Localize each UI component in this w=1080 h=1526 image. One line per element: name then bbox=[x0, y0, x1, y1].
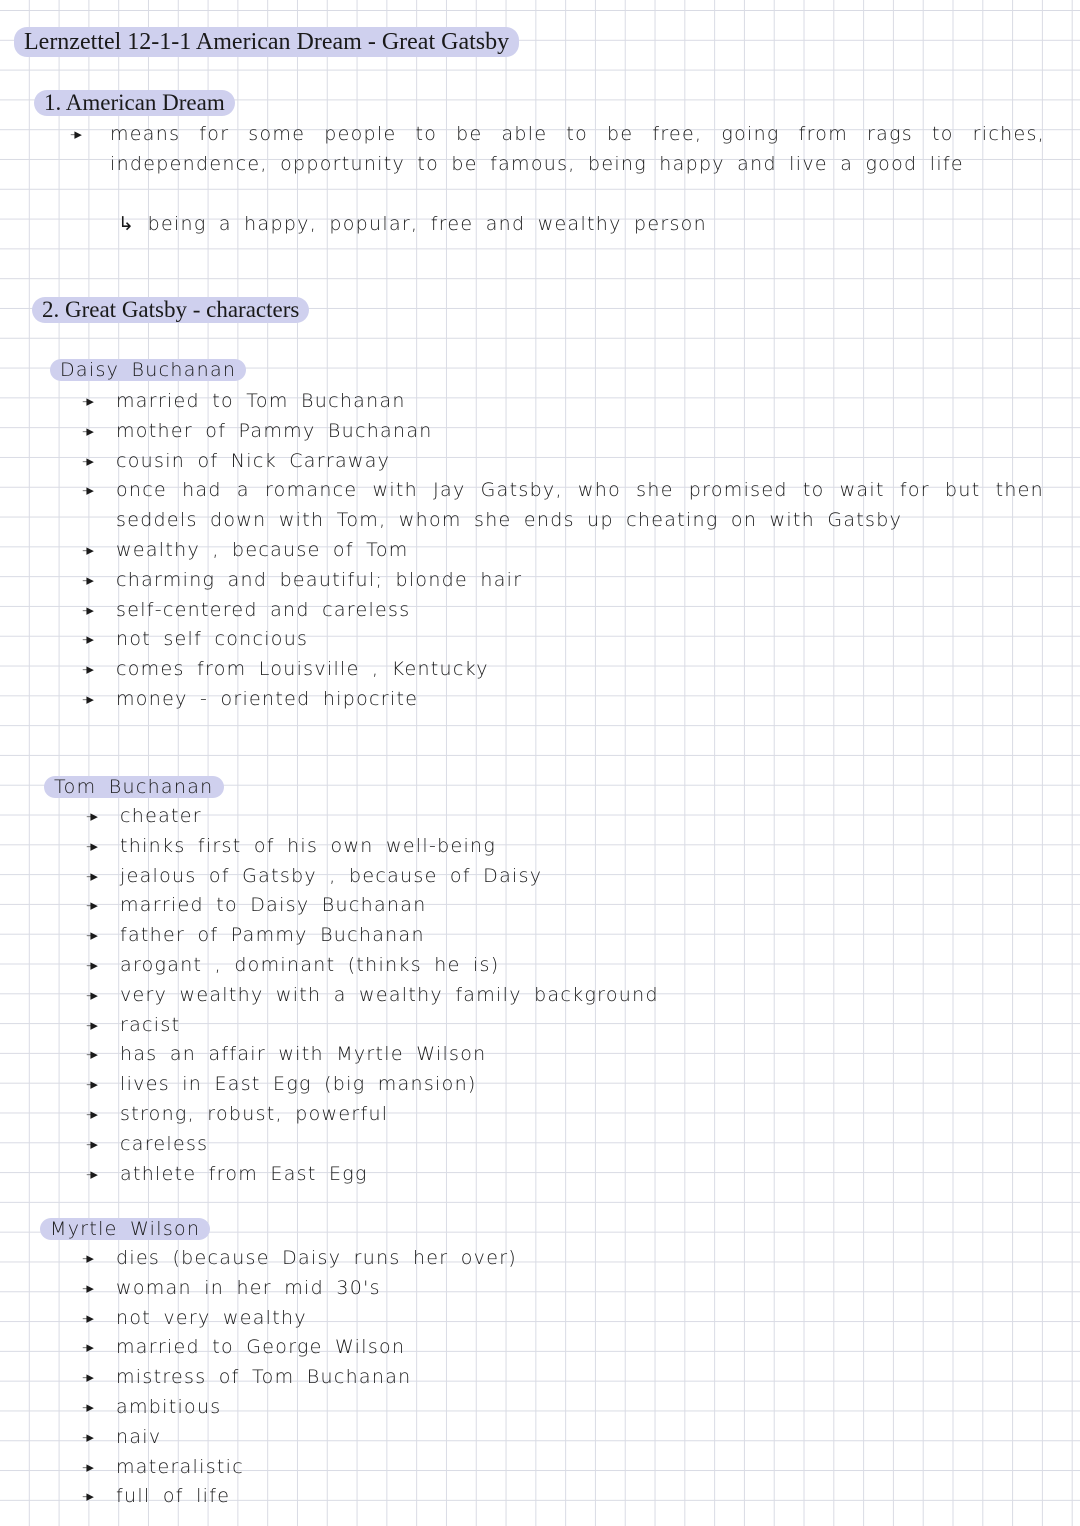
american-dream-definition bbox=[70, 120, 1045, 180]
page-title: Lernzettel 12-1-1 American Dream - Great Gatsby bbox=[14, 27, 519, 57]
list-item: -▸ naiv bbox=[82, 1423, 982, 1453]
arrow-icon: -▸ bbox=[86, 1045, 97, 1064]
character-heading-tom: Tom Buchanan bbox=[44, 776, 224, 798]
list-item: -▸ jealous of Gatsby , because of Daisy bbox=[86, 862, 986, 892]
arrow-icon: -▸ bbox=[82, 1397, 93, 1416]
arrow-icon: -▸ bbox=[86, 1134, 97, 1153]
arrow-icon: -▸ bbox=[82, 689, 93, 708]
list-item: -▸ ambitious bbox=[82, 1393, 982, 1423]
definition-text: means for some people to be able to be free, going from rags to riches, independence, opportunity to be famous, being happy and live a good life bbox=[110, 123, 1045, 175]
list-item: -▸ thinks first of his own well-being bbox=[86, 832, 986, 862]
arrow-icon: -▸ bbox=[86, 1164, 97, 1183]
arrow-icon: -▸ bbox=[86, 896, 97, 915]
list-item: -▸ materalistic bbox=[82, 1453, 982, 1483]
character-heading-daisy: Daisy Buchanan bbox=[50, 359, 246, 381]
arrow-icon: -▸ bbox=[82, 421, 93, 440]
arrow-icon: -▸ bbox=[86, 1075, 97, 1094]
arrow-icon: -▸ bbox=[86, 955, 97, 974]
arrow-icon: -▸ bbox=[86, 926, 97, 945]
section-heading-characters: 2. Great Gatsby - characters bbox=[32, 297, 309, 323]
arrow-icon: -▸ bbox=[82, 1249, 93, 1267]
list-item: -▸ comes from Louisville , Kentucky bbox=[82, 655, 1044, 685]
arrow-icon: -▸ bbox=[82, 1487, 93, 1506]
list-item: -▸ father of Pammy Buchanan bbox=[86, 921, 986, 951]
list-item: -▸ full of life bbox=[82, 1482, 982, 1512]
character-heading-myrtle: Myrtle Wilson bbox=[40, 1218, 210, 1240]
tom-traits-list bbox=[86, 802, 986, 1189]
list-item: -▸ racist bbox=[86, 1011, 986, 1041]
list-item: -▸ woman in her mid 30's bbox=[82, 1274, 982, 1304]
list-item: -▸ has an affair with Myrtle Wilson bbox=[86, 1040, 986, 1070]
list-item: -▸ cousin of Nick Carraway bbox=[82, 447, 1044, 477]
arrow-icon: -▸ bbox=[86, 836, 97, 855]
arrow-icon: -▸ bbox=[82, 392, 93, 410]
list-item: -▸ mistress of Tom Buchanan bbox=[82, 1363, 982, 1393]
list-item: -▸ arogant , dominant (thinks he is) bbox=[86, 951, 986, 981]
list-item: -▸ not very wealthy bbox=[82, 1304, 982, 1334]
list-item: -▸ careless bbox=[86, 1130, 986, 1160]
arrow-icon: -▸ bbox=[82, 481, 93, 500]
list-item: -▸ wealthy , because of Tom bbox=[82, 536, 1044, 566]
arrow-icon: -▸ bbox=[82, 1427, 93, 1446]
arrow-icon: -▸ bbox=[82, 1338, 93, 1357]
arrow-icon: -▸ bbox=[82, 540, 93, 559]
summary-text: being a happy, popular, free and wealthy person bbox=[147, 213, 707, 235]
list-item: -▸ athlete from East Egg bbox=[86, 1160, 986, 1190]
myrtle-traits-list bbox=[82, 1244, 982, 1512]
list-item: -▸ once had a romance with Jay Gatsby, who she promised to wait for but then seddels down with Tom, whom she ends up cheating on with Gatsby bbox=[82, 476, 1044, 536]
list-item: -▸ married to Daisy Buchanan bbox=[86, 891, 986, 921]
arrow-icon: -▸ bbox=[82, 630, 93, 649]
arrow-icon: -▸ bbox=[86, 866, 97, 885]
arrow-icon: -▸ bbox=[82, 1308, 93, 1327]
section-heading-american-dream: 1. American Dream bbox=[34, 90, 235, 116]
list-item: -▸ cheater bbox=[86, 802, 986, 832]
list-item: -▸ self-centered and careless bbox=[82, 596, 1044, 626]
list-item: -▸ charming and beautiful; blonde hair bbox=[82, 566, 1044, 596]
list-item: -▸ married to Tom Buchanan bbox=[82, 387, 1044, 417]
list-item: -▸ married to George Wilson bbox=[82, 1333, 982, 1363]
arrow-icon: -▸ bbox=[86, 985, 97, 1004]
list-item: -▸ very wealthy with a wealthy family background bbox=[86, 981, 986, 1011]
list-item: -▸ strong, robust, powerful bbox=[86, 1100, 986, 1130]
arrow-icon: -▸ bbox=[82, 570, 93, 589]
list-item: -▸ lives in East Egg (big mansion) bbox=[86, 1070, 986, 1100]
arrow-icon: -▸ bbox=[82, 1457, 93, 1476]
arrow-icon: -▸ bbox=[82, 451, 93, 470]
arrow-icon: -▸ bbox=[86, 807, 97, 825]
american-dream-summary bbox=[118, 210, 707, 240]
daisy-traits-list bbox=[82, 387, 1044, 715]
arrow-icon: -▸ bbox=[82, 1278, 93, 1297]
arrow-icon: -▸ bbox=[82, 600, 93, 619]
arrow-icon: -▸ bbox=[82, 1368, 93, 1387]
list-item: -▸ dies (because Daisy runs her over) bbox=[82, 1244, 982, 1274]
sub-arrow-icon: ↳ bbox=[118, 213, 136, 235]
arrow-icon: -▸ bbox=[86, 1104, 97, 1123]
arrow-icon: -▸ bbox=[86, 1015, 97, 1034]
arrow-icon: -▸ bbox=[70, 125, 81, 143]
list-item: -▸ money - oriented hipocrite bbox=[82, 685, 1044, 715]
list-item: -▸ not self concious bbox=[82, 625, 1044, 655]
arrow-icon: -▸ bbox=[82, 660, 93, 679]
list-item: -▸ mother of Pammy Buchanan bbox=[82, 417, 1044, 447]
